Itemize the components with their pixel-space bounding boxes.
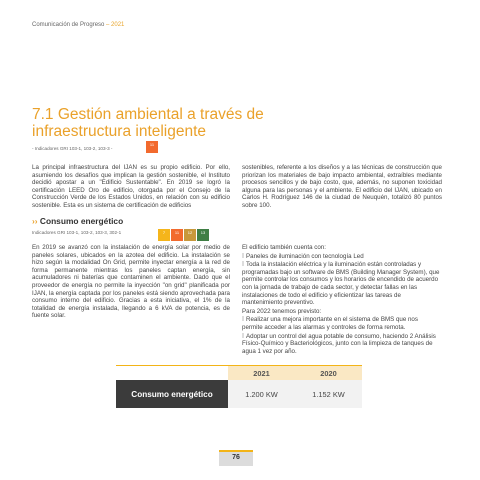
table-header-row: [116, 366, 362, 380]
page-number-accent: [219, 450, 253, 452]
bullet-icon: [242, 316, 244, 321]
building-features: [242, 244, 440, 355]
bullet-icon: [242, 333, 244, 338]
subsection-title: [32, 216, 123, 226]
sdg-11-number: 11: [174, 229, 180, 235]
header-year: 2021: [111, 22, 125, 28]
plans-intro: Para 2022 tenemos previsto:: [242, 307, 322, 315]
sdg-13-number: 13: [200, 229, 206, 235]
solar-energy-paragraph: En 2019 se avanzó con la instalación de energía solar por medio de paneles solares, ubicados en la azotea del edificio. La instalación se hizo según la modalidad On Grid, permite inyectar energía a la red de forma permanente mientras los paneles captan energía, sin acumuladores ni baterías que contaminen el ambiente. Dado que el proveedor de energía no permite la inyección "on grid" planificada por IJAN, la energía captada por los paneles está siendo aprovechada para consumo interno del edificio. Gracias a esta iniciativa, el 1% de la totalidad de energía instalada, llegando a 6 kVA de potencia, es de fuente solar.: [32, 244, 230, 320]
sdg-12-number: 12: [187, 229, 193, 235]
list-item: [242, 261, 440, 307]
sdg-12-icon: [184, 229, 196, 241]
chevron-double-right-icon: ››: [32, 216, 38, 226]
header-section: Comunicación de Progreso: [32, 22, 105, 28]
energy-consumption-table: [116, 366, 362, 408]
sdg-11-number: 11: [149, 142, 155, 147]
sdg-icons-row: [158, 226, 210, 244]
list-item-text: Toda la instalación eléctrica y la iluminación están controladas y programadas bajo un software de BMS (Building Manager System), que permite controlar los consumos y los horarios de encendido de acuerdo con la jornada de trabajo de cada sector, y detectar fallas en las instalaciones de todo el edificio y eficientizar las tareas de mantenimiento preventivo.: [242, 261, 440, 307]
gri-indicators-energy: Indicadores GRI 103-1, 103-2, 103-3, 302-1: [32, 230, 122, 235]
table-corner: [116, 366, 228, 380]
section-title: 7.1 Gestión ambiental a través de infraestructura inteligente: [32, 106, 264, 140]
page-header: [32, 22, 124, 28]
subsection-label: Consumo energético: [39, 216, 124, 226]
sdg-7-number: 7: [162, 229, 166, 235]
list-item-text: Realizar una mejora importante en el sistema de BMS que nos permite acceder a las alarmas y controles de forma remota.: [242, 316, 418, 331]
sdg-7-icon: [158, 229, 170, 241]
value-2020: 1.152 KW: [295, 380, 362, 408]
gri-indicators: - Indicadores GRI 103-1, 103-2, 103-3 -: [32, 146, 113, 151]
intro-paragraph-right: sostenibles, referente a los diseños y a las técnicas de construcción que priorizan los materiales de bajo impacto ambiental, extraíbles mediante procesos sencillos y de bajo costo, que, además, no suponen toxicidad alguna para las personas y el ambiente. El edificio del IJAN, ubicado en Carlos H. Rodríguez 146 de la ciudad de Neuquén, totalizó 80 puntos sobre 100.: [242, 164, 442, 209]
row-label: Consumo energético: [116, 380, 228, 408]
list-item-text: Adoptar un control del agua potable de consumo, haciendo 2 Análisis Físico-Químico y Bacteriológicos, junto con la limpieza de tanques de agua 1 vez por año.: [242, 332, 436, 355]
year-2021-header: 2021: [228, 366, 295, 380]
features-intro: El edificio también cuenta con:: [242, 244, 326, 251]
value-2021: 1.200 KW: [228, 380, 295, 408]
sdg-11-icon: [171, 229, 183, 241]
list-item-text: Paneles de iluminación con tecnología Led: [246, 252, 364, 260]
bullet-icon: [242, 261, 244, 266]
header-separator: –: [104, 22, 112, 28]
list-item: [242, 316, 440, 331]
sdg-11-icon: [146, 141, 158, 153]
list-item: [242, 333, 440, 356]
intro-paragraph-left: La principal infraestructura del IJAN es su propio edificio. Por ello, asumiendo los desafíos que implican la gestión sostenible, el Instituto decidió apostar a un "Edificio Sustentable". En 2019 se logró la certificación LEED Oro de edificio, otorgada por el Consejo de la Construcción Verde de los Estados Unidos, en relación con su edificio sostenible. Esta es un sistema de certificación de edificios: [32, 164, 230, 209]
year-2020-header: 2020: [295, 366, 362, 380]
table-row: [116, 380, 362, 408]
page-number: 76: [219, 450, 253, 466]
sdg-13-icon: [197, 229, 209, 241]
list-item: [242, 253, 440, 261]
bullet-icon: [242, 253, 244, 258]
